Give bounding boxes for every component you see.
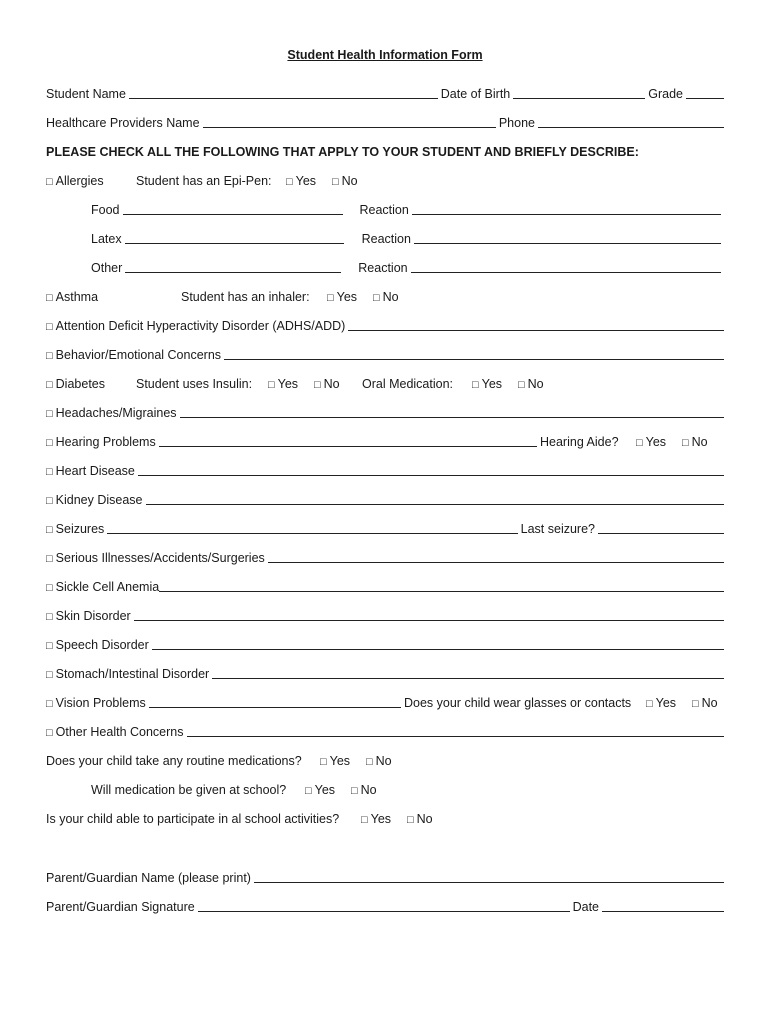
adhd-label: Attention Deficit Hyperactivity Disorder (ADHS/ADD) (55, 319, 346, 333)
yes-label: Yes (370, 812, 392, 826)
allergies-label: Allergies (55, 174, 104, 188)
heart-row (46, 460, 724, 478)
activities-yes[interactable] (361, 812, 407, 826)
headaches-row (46, 402, 724, 420)
diabetes-label: Diabetes (55, 377, 105, 391)
signature-date-label: Date (572, 900, 599, 914)
checkbox-icon: □ (361, 814, 368, 826)
provider-label: Healthcare Providers Name (46, 116, 200, 130)
yes-label: Yes (481, 377, 503, 391)
guardian-name-row (46, 867, 724, 885)
latex-reaction-label: Reaction (361, 232, 411, 246)
provider-field[interactable] (203, 115, 496, 128)
other-reaction-field[interactable] (411, 260, 721, 273)
instructions: PLEASE CHECK ALL THE FOLLOWING THAT APPLY TO YOUR STUDENT AND BRIEFLY DESCRIBE: (46, 145, 639, 159)
checkbox-icon: □ (373, 292, 380, 304)
checkbox-icon: □ (692, 698, 699, 710)
insulin-yes[interactable] (268, 377, 314, 391)
behavior-row (46, 344, 724, 362)
kidney-label: Kidney Disease (55, 493, 143, 507)
oral-no[interactable] (518, 377, 544, 391)
school-meds-row (91, 779, 724, 797)
vision-label: Vision Problems (55, 696, 146, 710)
behavior-field[interactable] (224, 347, 724, 360)
checkbox-icon: □ (268, 379, 275, 391)
last-seizure-field[interactable] (598, 521, 724, 534)
latex-field[interactable] (125, 231, 344, 244)
activities-no[interactable] (407, 812, 433, 826)
provider-row (46, 112, 724, 130)
food-label: Food (91, 203, 120, 217)
checkbox-icon: □ (518, 379, 525, 391)
food-reaction-field[interactable] (412, 202, 721, 215)
guardian-signature-row (46, 896, 724, 914)
routine-meds-no[interactable] (366, 754, 392, 768)
phone-field[interactable] (538, 115, 724, 128)
heart-label: Heart Disease (55, 464, 135, 478)
seizures-label: Seizures (55, 522, 105, 536)
checkbox-icon: □ (46, 495, 53, 507)
checkbox-icon: □ (286, 176, 293, 188)
asthma-label: Asthma (55, 290, 99, 304)
checkbox-icon: □ (46, 727, 53, 739)
activities-row (46, 808, 724, 826)
other-health-field[interactable] (187, 724, 725, 737)
serious-field[interactable] (268, 550, 724, 563)
sickle-field[interactable] (159, 579, 724, 592)
hearing-field[interactable] (159, 434, 537, 447)
oral-medication-question: Oral Medication: (362, 377, 454, 391)
allergy-other-row (91, 257, 724, 275)
yes-label: Yes (277, 377, 299, 391)
checkbox-icon: □ (46, 379, 53, 391)
no-label: No (323, 377, 340, 391)
skin-field[interactable] (134, 608, 724, 621)
glasses-question: Does your child wear glasses or contacts (404, 696, 632, 710)
allergies-option[interactable] (46, 174, 136, 188)
checkbox-icon: □ (320, 756, 327, 768)
no-label: No (382, 290, 399, 304)
checkbox-icon: □ (305, 785, 312, 797)
latex-label: Latex (91, 232, 122, 246)
epipen-question: Student has an Epi-Pen: (136, 174, 272, 188)
other-health-row (46, 721, 724, 739)
serious-row (46, 547, 724, 565)
phone-label: Phone (498, 116, 535, 130)
checkbox-icon: □ (46, 466, 53, 478)
yes-label: Yes (336, 290, 358, 304)
stomach-label: Stomach/Intestinal Disorder (55, 667, 210, 681)
vision-field[interactable] (149, 695, 401, 708)
guardian-signature-label: Parent/Guardian Signature (46, 900, 195, 914)
speech-label: Speech Disorder (55, 638, 149, 652)
checkbox-icon: □ (46, 640, 53, 652)
no-label: No (375, 754, 392, 768)
grade-field[interactable] (686, 86, 724, 99)
no-label: No (701, 696, 718, 710)
kidney-row (46, 489, 724, 507)
headaches-option[interactable] (46, 406, 177, 420)
oral-yes[interactable] (472, 377, 518, 391)
checkbox-icon: □ (636, 437, 643, 449)
routine-meds-row (46, 750, 724, 768)
checkbox-icon: □ (46, 698, 53, 710)
hearing-aide-yes[interactable] (636, 435, 682, 449)
guardian-name-field[interactable] (254, 870, 724, 883)
skin-option[interactable] (46, 609, 131, 623)
behavior-label: Behavior/Emotional Concerns (55, 348, 222, 362)
kidney-field[interactable] (146, 492, 724, 505)
hearing-aide-no[interactable] (682, 435, 724, 449)
no-label: No (341, 174, 358, 188)
yes-label: Yes (314, 783, 336, 797)
kidney-option[interactable] (46, 493, 143, 507)
hearing-option[interactable] (46, 435, 156, 449)
checkbox-icon: □ (46, 582, 53, 594)
heart-field[interactable] (138, 463, 724, 476)
checkbox-icon: □ (46, 176, 53, 188)
yes-label: Yes (645, 435, 667, 449)
inhaler-question: Student has an inhaler: (181, 290, 310, 304)
epipen-yes[interactable] (286, 174, 332, 188)
headaches-label: Headaches/Migraines (55, 406, 177, 420)
checkbox-icon: □ (314, 379, 321, 391)
no-label: No (527, 377, 544, 391)
other-allergy-field[interactable] (125, 260, 341, 273)
heart-option[interactable] (46, 464, 135, 478)
checkbox-icon: □ (327, 292, 334, 304)
speech-row (46, 634, 724, 652)
school-meds-yes[interactable] (305, 783, 351, 797)
guardian-name-label: Parent/Guardian Name (please print) (46, 871, 251, 885)
hearing-aide-question: Hearing Aide? (540, 435, 619, 449)
yes-label: Yes (655, 696, 677, 710)
checkbox-icon: □ (46, 437, 53, 449)
checkbox-icon: □ (46, 669, 53, 681)
insulin-no[interactable] (314, 377, 362, 391)
vision-row (46, 692, 724, 710)
other-health-option[interactable] (46, 725, 184, 739)
checkbox-icon: □ (46, 292, 53, 304)
routine-meds-question: Does your child take any routine medications? (46, 754, 302, 768)
grade-label: Grade (648, 87, 683, 101)
guardian-signature-field[interactable] (198, 899, 570, 912)
checkbox-icon: □ (46, 321, 53, 333)
serious-label: Serious Illnesses/Accidents/Surgeries (55, 551, 265, 565)
vision-option[interactable] (46, 696, 146, 710)
activities-question: Is your child able to participate in al school activities? (46, 812, 340, 826)
school-meds-question: Will medication be given at school? (91, 783, 287, 797)
inhaler-yes[interactable] (327, 290, 373, 304)
diabetes-row (46, 373, 724, 391)
stomach-field[interactable] (212, 666, 724, 679)
checkbox-icon: □ (46, 408, 53, 420)
sickle-row (46, 576, 724, 594)
epipen-no[interactable] (332, 174, 358, 188)
seizures-option[interactable] (46, 522, 104, 536)
checkbox-icon: □ (332, 176, 339, 188)
skin-row (46, 605, 724, 623)
glasses-no[interactable] (692, 696, 724, 710)
serious-option[interactable] (46, 551, 265, 565)
glasses-yes[interactable] (646, 696, 692, 710)
checkbox-icon: □ (682, 437, 689, 449)
signature-date-field[interactable] (602, 899, 724, 912)
seizures-field[interactable] (107, 521, 517, 534)
student-name-field[interactable] (129, 86, 438, 99)
speech-field[interactable] (152, 637, 724, 650)
checkbox-icon: □ (646, 698, 653, 710)
dob-label: Date of Birth (440, 87, 511, 101)
food-field[interactable] (123, 202, 343, 215)
checkbox-icon: □ (351, 785, 358, 797)
hearing-row (46, 431, 724, 449)
form-title: Student Health Information Form (287, 48, 483, 62)
other-health-label: Other Health Concerns (55, 725, 184, 739)
checkbox-icon: □ (46, 524, 53, 536)
sickle-label: Sickle Cell Anemia (55, 580, 160, 594)
skin-label: Skin Disorder (55, 609, 131, 623)
other-allergy-label: Other (91, 261, 123, 275)
hearing-label: Hearing Problems (55, 435, 156, 449)
dob-field[interactable] (513, 86, 645, 99)
adhd-option[interactable] (46, 319, 345, 333)
yes-label: Yes (295, 174, 317, 188)
latex-reaction-field[interactable] (414, 231, 721, 244)
student-name-label: Student Name (46, 87, 126, 101)
diabetes-option[interactable] (46, 377, 136, 391)
allergy-latex-row (91, 228, 724, 246)
sickle-option[interactable] (46, 580, 159, 594)
no-label: No (360, 783, 377, 797)
seizures-row (46, 518, 724, 536)
no-label: No (416, 812, 433, 826)
checkbox-icon: □ (46, 611, 53, 623)
adhd-field[interactable] (348, 318, 724, 331)
asthma-option[interactable] (46, 290, 181, 304)
stomach-option[interactable] (46, 667, 209, 681)
checkbox-icon: □ (46, 553, 53, 565)
checkbox-icon: □ (407, 814, 414, 826)
checkbox-icon: □ (366, 756, 373, 768)
inhaler-no[interactable] (373, 290, 399, 304)
student-info-row (46, 83, 724, 101)
yes-label: Yes (329, 754, 351, 768)
headaches-field[interactable] (180, 405, 724, 418)
food-reaction-label: Reaction (359, 203, 409, 217)
stomach-row (46, 663, 724, 681)
adhd-row (46, 315, 724, 333)
checkbox-icon: □ (46, 350, 53, 362)
no-label: No (691, 435, 708, 449)
insulin-question: Student uses Insulin: (136, 377, 253, 391)
speech-option[interactable] (46, 638, 149, 652)
behavior-option[interactable] (46, 348, 221, 362)
allergies-row (46, 170, 724, 188)
last-seizure-label: Last seizure? (520, 522, 595, 536)
school-meds-no[interactable] (351, 783, 377, 797)
asthma-row (46, 286, 724, 304)
routine-meds-yes[interactable] (320, 754, 366, 768)
allergy-food-row (91, 199, 724, 217)
other-reaction-label: Reaction (358, 261, 408, 275)
checkbox-icon: □ (472, 379, 479, 391)
